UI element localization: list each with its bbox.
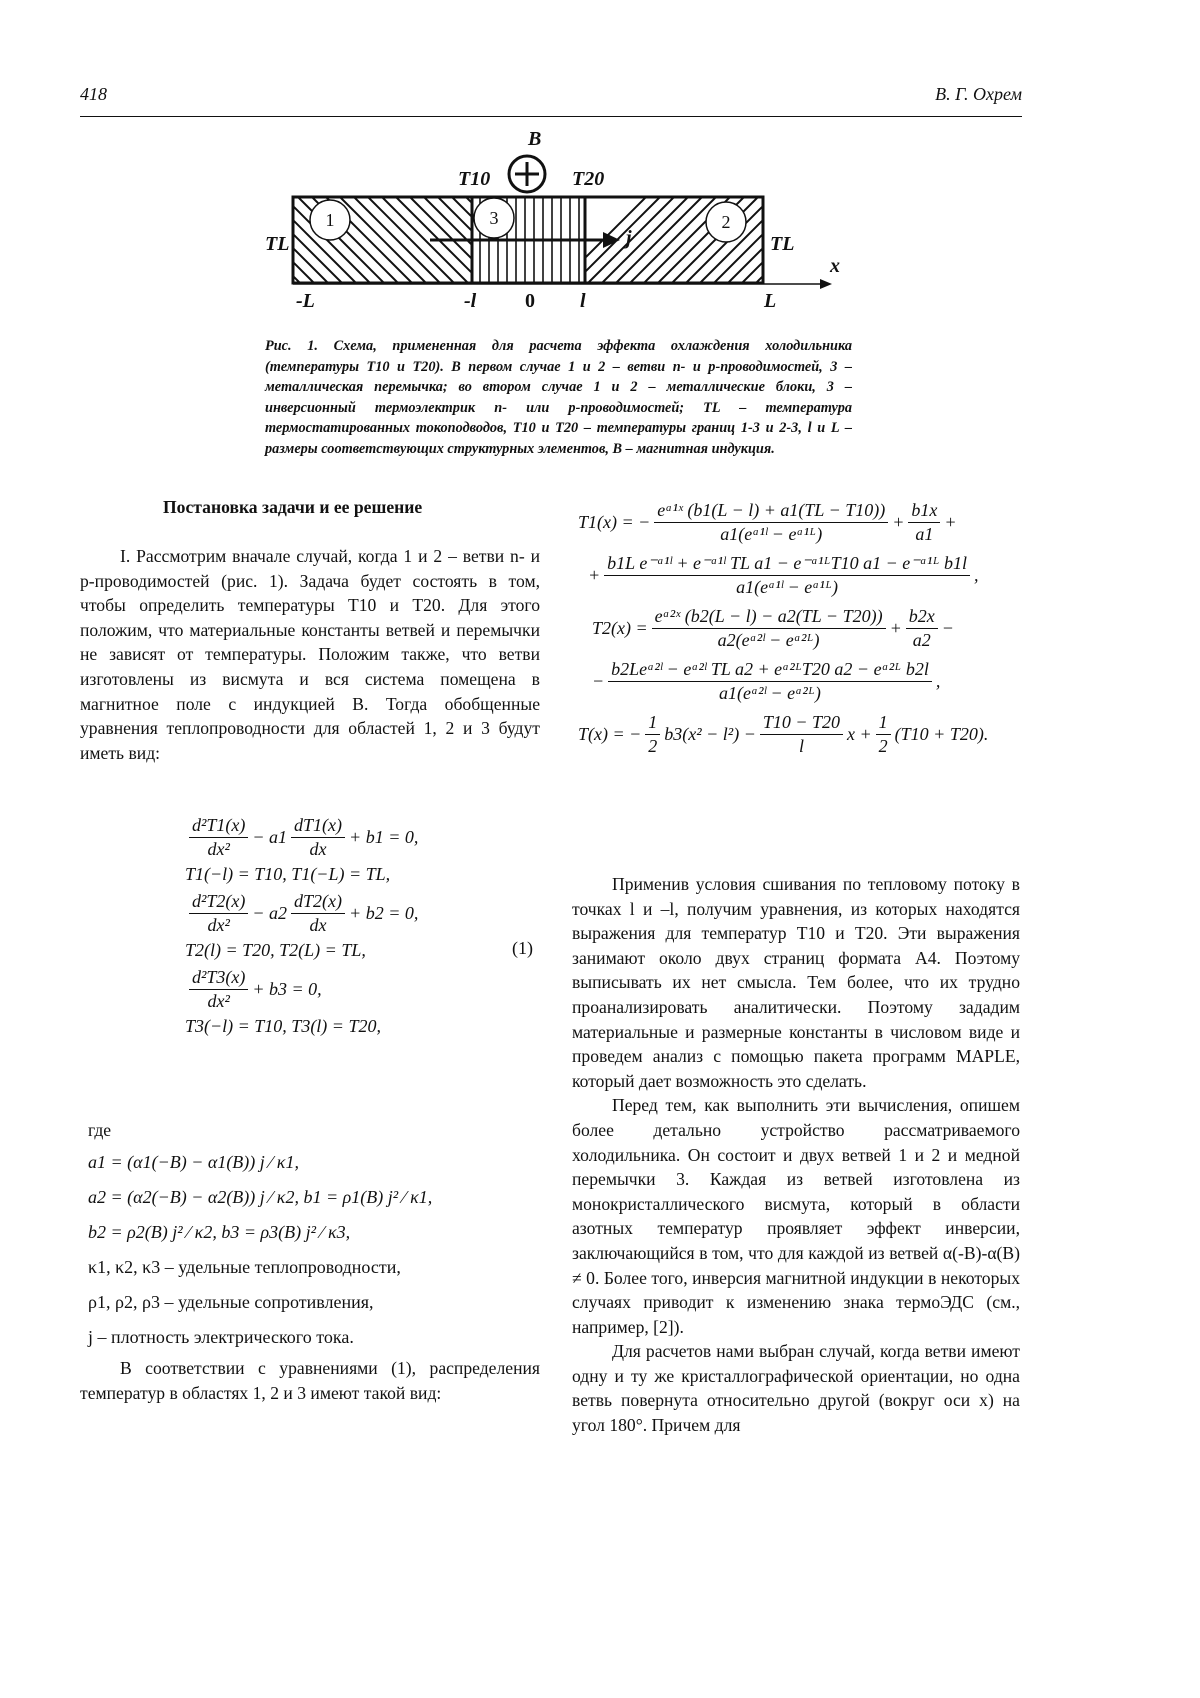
label-minus-L: -L — [296, 290, 315, 312]
equation-system-1: $\frac{\text{d²T1(x)}}{\text{dx²}}$ − a1 $\frac{dT1(x)}{dx}$ + b1 = 0, T1(−l) = T10, T1(−L) = TL, $\frac{\text{d²T2(x)}}{\text{dx²}}$ − a2 $\frac{dT2(x)}{dx}$ + b2 = 0, T2(l) = T20, T2(L) = TL, $\frac{\text{d²T3(x)}}{\text{dx²}}$ + b3 = 0, T3(−l) = T10, T3(l) = T20, — [185, 815, 419, 1036]
figure-diagram — [0, 120, 1200, 320]
hatch-line — [854, 197, 940, 283]
hatch-line — [868, 197, 954, 283]
hatch-line — [840, 197, 926, 283]
hatch-line — [630, 197, 716, 283]
label-L: L — [764, 290, 777, 312]
region-1-number: 1 — [325, 210, 335, 230]
label-minus-l: -l — [464, 290, 477, 312]
hatch-line — [784, 197, 870, 283]
left-paragraph-1: I. Рассмотрим вначале случай, когда 1 и 2 – ветви n- и p-проводимостей (рис. 1). Задача будет состоять в том, чтобы определить температуры T10 и T20. Для этого положим, что материальные константы ветвей и перемычки не зависят от температуры. Положим также, что ветви изготовлены из висмута и вся система помещена в магнитное поле с индукцией B. Тогда обобщенные уравнения теплопроводности для областей 1, 2 и 3 будут иметь вид: — [80, 546, 540, 763]
hatch-line — [798, 197, 884, 283]
label-TL-right: TL — [770, 233, 795, 255]
running-author: В. Г. Охрем — [935, 84, 1022, 104]
region-2-number: 2 — [721, 212, 731, 232]
header-rule — [80, 116, 1022, 117]
figure-caption: Рис. 1. Схема, примененная для расчета эффекта охлаждения холодильника (температуры T10 и T20). В первом случае 1 и 2 – ветви n- и p-проводимостей, 3 – металлическая перемычка; во втором случае 1 и 2 – металлические блоки, 3 – инверсионный термоэлектрик n- или p-проводимостей; TL – температура термостатированных токоподводов, T10 и T20 – температуры границ 1-3 и 2-3, l и L – размеры соответствующих структурных элементов, B – магнитная индукция. — [265, 338, 852, 457]
label-T20: T20 — [572, 168, 605, 190]
label-l: l — [580, 290, 586, 312]
label-T10: T10 — [458, 168, 491, 190]
left-paragraph-2: В соответствии с уравнениями (1), распределения температур в областях 1, 2 и 3 имеют такой вид: — [80, 1358, 540, 1403]
hatch-line — [340, 197, 426, 283]
label-x: x — [830, 255, 840, 277]
section-heading: Постановка задачи и ее решение — [163, 497, 423, 517]
hatch-line — [354, 197, 440, 283]
equation-number: (1) — [512, 938, 533, 958]
hatch-line — [812, 197, 898, 283]
where-label: где — [88, 1120, 112, 1140]
label-B: B — [528, 128, 542, 150]
label-j: j — [626, 227, 632, 249]
region-3-number: 3 — [489, 208, 499, 228]
definitions: a1 = (α1(−B) − α1(B)) j ⁄ κ1, a2 = (α2(−B) − α2(B)) j ⁄ κ2, b1 = ρ1(B) j² ⁄ κ1, b2 = ρ2(B) j² ⁄ κ2, b3 = ρ3(B) j² ⁄ κ3, κ1, κ2, κ3 – удельные теплопроводности, ρ1, ρ2, ρ3 – удельные сопротивления, j – плотность электрического тока. — [88, 1152, 433, 1347]
page-number: 418 — [80, 84, 107, 104]
right-paragraphs: Применив условия сшивания по тепловому потоку в точках l и –l, получим уравнения, из которых находятся выражения для температур T10 и T20. Эти выражения занимают около двух страниц формата А4. Поэтому выписывать их нет смысла. Тем более, что их трудно проанализировать аналитически. Поэтому зададим материальные и размерные константы в числовом виде и проведем анализ с помощью пакета программ MAPLE, который дает возможность это сделать. Перед тем, как выполнить эти вычисления, опишем более детально устройство рассматриваемого холодильника. Он состоит и двух ветвей 1 и 2 и медной перемычки 3. Каждая из ветвей изготовлена из монокристаллического висмута, который в области азотных температур проявляет эффект инверсии, заключающийся в том, что для каждой из ветвей α(-B)-α(B) ≠ 0. Более того, инверсия магнитной индукции в некоторых случаях приводит к изменению знака термоЭДС (см., например, [2]). Для расчетов нами выбран случай, когда ветви имеют одну и ту же кристаллографической ориентации, но одна ветвь повернута относительно другой (вокруг оси x) на угол 180°. Причем для — [572, 874, 1020, 1436]
solutions: T1(x) = − $\frac{\text{eᵃ¹ˣ (b1(L − l) + a1(TL − T10))}}{\text{a1(eᵃ¹ˡ − eᵃ¹ᴸ)}}$ + $\frac{b1x}{a1}$ + + $\frac{\text{b1L e⁻ᵃ¹ˡ + e⁻ᵃ¹ˡ TL a1 − e⁻ᵃ¹ᴸT10 a1 − e⁻ᵃ¹ᴸ b1l}}{\text{a1(eᵃ¹ˡ − eᵃ¹ᴸ)}}$ , T2(x) = $\frac{\text{eᵃ²ˣ (b2(L − l) − a2(TL − T20))}}{\text{a2(eᵃ²ˡ − eᵃ²ᴸ)}}$ + $\frac{b2x}{a2}$ − − $\frac{\text{b2Leᵃ²ˡ − eᵃ²ˡ TL a2 + eᵃ²ᴸT20 a2 − eᵃ²ᴸ b2l}}{\text{a1(eᵃ²ˡ − eᵃ²ᴸ)}}$ , T(x) = − $\frac{1}{2}$ b3(x² − l²) − $\frac{T10 - T20}{l}$ x + $\frac{1}{2}$ (T10 + T20). — [578, 500, 989, 756]
label-TL-left: TL — [265, 233, 290, 255]
label-zero: 0 — [525, 290, 535, 312]
x-axis-arrow — [820, 279, 832, 289]
